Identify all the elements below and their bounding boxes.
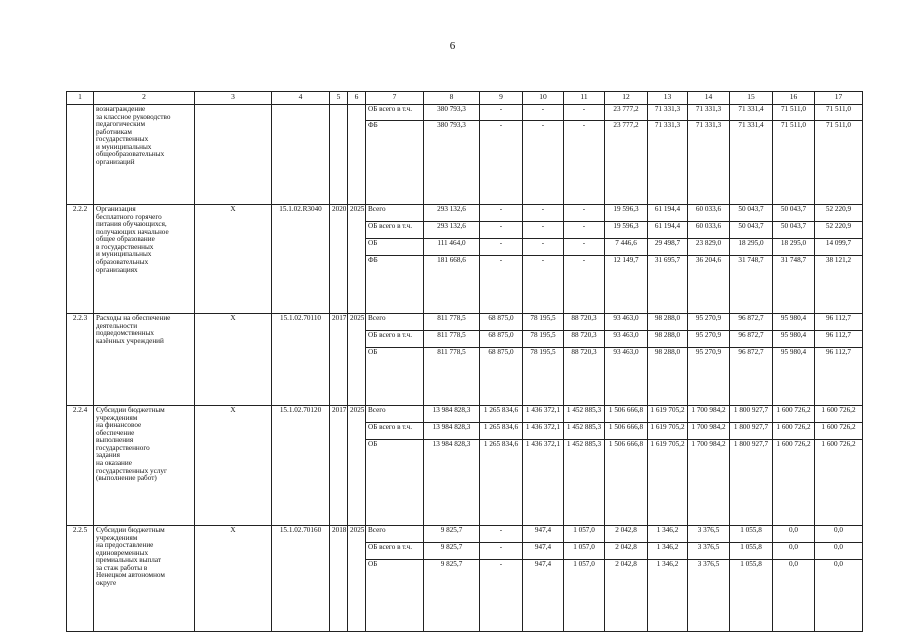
amount-cell: 31 695,7 [648,256,688,314]
amount-cell: 3 376,5 [688,543,730,560]
amount-cell: 13 984 828,3 [424,406,480,423]
funding-source: Всего [366,406,424,423]
funding-source: Всего [366,205,424,222]
amount-cell: 9 825,7 [424,543,480,560]
amount-cell: 293 132,6 [424,205,480,222]
amount-cell: 947,4 [523,526,564,543]
amount-cell: - [480,205,523,222]
amount-cell: - [480,543,523,560]
amount-cell: 31 748,7 [730,256,773,314]
amount-cell: 50 043,7 [730,222,773,239]
amount-cell: 93 463,0 [605,331,648,348]
start-year: 2017 [330,314,348,406]
amount-cell: - [564,256,605,314]
start-year: 2017 [330,406,348,526]
amount-cell: 1 600 726,2 [815,423,863,440]
amount-cell: 0,0 [815,543,863,560]
amount-cell: 380 793,3 [424,105,480,121]
amount-cell: 0,0 [773,560,815,632]
amount-cell: 71 331,4 [730,105,773,121]
amount-cell: 52 220,9 [815,222,863,239]
column-3-mark: Х [195,526,272,632]
amount-cell: 78 195,5 [523,314,564,331]
amount-cell: 18 295,0 [773,239,815,256]
end-year [348,105,366,205]
funding-source: ФБ [366,256,424,314]
amount-cell: 1 600 726,2 [773,440,815,526]
amount-cell: 71 331,3 [688,105,730,121]
column-header: 11 [564,92,605,105]
budget-table [66,91,863,632]
amount-cell: 18 295,0 [730,239,773,256]
table-row [67,526,863,543]
column-header: 7 [366,92,424,105]
funding-source: ОБ всего в т.ч. [366,423,424,440]
table-body [67,92,863,632]
row-description: Субсидии бюджетным учреждениям на предоставление единовременных премиальных выплат за стаж работы в Ненецком автономном округе [94,526,195,632]
budget-code [272,105,330,205]
column-header: 16 [773,92,815,105]
amount-cell: 95 270,9 [688,348,730,406]
amount-cell: 811 778,5 [424,314,480,331]
amount-cell: 93 463,0 [605,314,648,331]
amount-cell: 111 464,0 [424,239,480,256]
funding-source: ФБ [366,121,424,205]
amount-cell: 36 204,6 [688,256,730,314]
amount-cell: - [480,239,523,256]
amount-cell: 95 980,4 [773,331,815,348]
column-header: 14 [688,92,730,105]
amount-cell: 14 099,7 [815,239,863,256]
amount-cell: 88 720,3 [564,331,605,348]
column-header: 9 [480,92,523,105]
amount-cell: 38 121,2 [815,256,863,314]
row-number: 2.2.2 [67,205,94,314]
amount-cell: 61 194,4 [648,205,688,222]
amount-cell: 78 195,5 [523,331,564,348]
header-row [67,92,863,105]
amount-cell: 71 331,3 [688,121,730,205]
amount-cell: 811 778,5 [424,348,480,406]
amount-cell: 95 270,9 [688,314,730,331]
amount-cell: - [523,239,564,256]
column-header: 15 [730,92,773,105]
amount-cell: 9 825,7 [424,560,480,632]
amount-cell: 7 446,6 [605,239,648,256]
amount-cell: 1 265 834,6 [480,423,523,440]
amount-cell: 947,4 [523,560,564,632]
amount-cell: - [480,560,523,632]
amount-cell: - [564,105,605,121]
amount-cell: - [523,222,564,239]
table-row [67,406,863,423]
amount-cell: 19 596,3 [605,205,648,222]
amount-cell: 1 265 834,6 [480,406,523,423]
amount-cell: 1 619 705,2 [648,440,688,526]
amount-cell: 1 506 666,8 [605,406,648,423]
row-number [67,105,94,205]
column-header: 3 [195,92,272,105]
amount-cell: 68 875,0 [480,314,523,331]
amount-cell: 68 875,0 [480,331,523,348]
amount-cell: 1 600 726,2 [773,406,815,423]
funding-source: Всего [366,526,424,543]
amount-cell: 96 872,7 [730,331,773,348]
amount-cell: 1 436 372,1 [523,406,564,423]
amount-cell: 12 149,7 [605,256,648,314]
amount-cell: 1 055,8 [730,526,773,543]
amount-cell: 1 600 726,2 [815,406,863,423]
amount-cell: 1 619 705,2 [648,423,688,440]
start-year: 2018 [330,526,348,632]
row-number: 2.2.5 [67,526,94,632]
amount-cell: 1 800 927,7 [730,440,773,526]
column-header: 2 [94,92,195,105]
column-header: 5 [330,92,348,105]
column-header: 6 [348,92,366,105]
amount-cell: 1 506 666,8 [605,440,648,526]
amount-cell: 1 800 927,7 [730,406,773,423]
funding-source: ОБ [366,440,424,526]
amount-cell: 1 055,8 [730,543,773,560]
amount-cell: 98 288,0 [648,348,688,406]
end-year: 2025 [348,526,366,632]
amount-cell: 23 829,0 [688,239,730,256]
amount-cell: - [523,256,564,314]
funding-source: ОБ всего в т.ч. [366,331,424,348]
amount-cell: 93 463,0 [605,348,648,406]
amount-cell: 71 511,0 [815,105,863,121]
amount-cell: - [523,121,564,205]
amount-cell: 13 984 828,3 [424,423,480,440]
amount-cell: 1 346,2 [648,560,688,632]
amount-cell: 78 195,5 [523,348,564,406]
funding-source: ОБ всего в т.ч. [366,543,424,560]
amount-cell: 1 055,8 [730,560,773,632]
amount-cell: 1 700 984,2 [688,423,730,440]
amount-cell: - [564,205,605,222]
amount-cell: - [564,121,605,205]
row-description: Организация бесплатного горячего питания обучающихся, получающих начальное общее образование в государственных и муниципальных образовательных организациях [94,205,195,314]
amount-cell: 60 033,6 [688,205,730,222]
amount-cell: 947,4 [523,543,564,560]
amount-cell: 1 346,2 [648,543,688,560]
amount-cell: 1 452 885,3 [564,406,605,423]
amount-cell: 96 112,7 [815,331,863,348]
funding-source: ОБ всего в т.ч. [366,105,424,121]
amount-cell: 0,0 [815,560,863,632]
amount-cell: 68 875,0 [480,348,523,406]
amount-cell: 1 452 885,3 [564,423,605,440]
column-3-mark [195,105,272,205]
amount-cell: 293 132,6 [424,222,480,239]
amount-cell: 1 452 885,3 [564,440,605,526]
amount-cell: 1 506 666,8 [605,423,648,440]
amount-cell: - [523,205,564,222]
amount-cell: 2 042,8 [605,543,648,560]
column-header: 13 [648,92,688,105]
amount-cell: 1 057,0 [564,543,605,560]
column-header: 1 [67,92,94,105]
column-header: 10 [523,92,564,105]
column-header: 4 [272,92,330,105]
amount-cell: - [480,526,523,543]
amount-cell: 60 033,6 [688,222,730,239]
row-number: 2.2.4 [67,406,94,526]
amount-cell: 96 112,7 [815,348,863,406]
amount-cell: 19 596,3 [605,222,648,239]
amount-cell: - [564,222,605,239]
amount-cell: 96 872,7 [730,314,773,331]
budget-code: 15.1.02.70160 [272,526,330,632]
amount-cell: 31 748,7 [773,256,815,314]
amount-cell: 23 777,2 [605,121,648,205]
amount-cell: 0,0 [815,526,863,543]
amount-cell: 2 042,8 [605,526,648,543]
amount-cell: 61 194,4 [648,222,688,239]
column-header: 8 [424,92,480,105]
column-header: 17 [815,92,863,105]
amount-cell: 3 376,5 [688,560,730,632]
amount-cell: 71 511,0 [773,121,815,205]
row-description: Субсидии бюджетным учреждениям на финансовое обеспечение выполнения государственного задания на оказание государственных услуг (выполнение работ) [94,406,195,526]
amount-cell: 0,0 [773,543,815,560]
funding-source: ОБ всего в т.ч. [366,222,424,239]
amount-cell: 9 825,7 [424,526,480,543]
amount-cell: 1 057,0 [564,560,605,632]
amount-cell: 23 777,2 [605,105,648,121]
amount-cell: 71 511,0 [773,105,815,121]
row-number: 2.2.3 [67,314,94,406]
amount-cell: 380 793,3 [424,121,480,205]
amount-cell: 98 288,0 [648,331,688,348]
amount-cell: - [564,239,605,256]
amount-cell: - [480,105,523,121]
amount-cell: 50 043,7 [730,205,773,222]
amount-cell: 29 498,7 [648,239,688,256]
amount-cell: 95 980,4 [773,314,815,331]
amount-cell: 1 700 984,2 [688,440,730,526]
amount-cell: 98 288,0 [648,314,688,331]
amount-cell: 0,0 [773,526,815,543]
end-year: 2025 [348,314,366,406]
funding-source: Всего [366,314,424,331]
column-header: 12 [605,92,648,105]
table-row [67,205,863,222]
amount-cell: 50 043,7 [773,222,815,239]
amount-cell: 13 984 828,3 [424,440,480,526]
amount-cell: 1 436 372,1 [523,423,564,440]
amount-cell: - [523,105,564,121]
amount-cell: 1 600 726,2 [815,440,863,526]
end-year: 2025 [348,205,366,314]
amount-cell: 71 331,3 [648,105,688,121]
amount-cell: 2 042,8 [605,560,648,632]
start-year [330,105,348,205]
amount-cell: 1 057,0 [564,526,605,543]
row-description: вознаграждение за классное руководство педагогическим работникам государственных и муниципальных общеобразовательных организаций [94,105,195,205]
amount-cell: 1 800 927,7 [730,423,773,440]
table-row [67,314,863,331]
funding-source: ОБ [366,560,424,632]
amount-cell: 1 436 372,1 [523,440,564,526]
amount-cell: 71 331,3 [648,121,688,205]
column-3-mark: Х [195,314,272,406]
budget-code: 15.1.02.R3040 [272,205,330,314]
amount-cell: 96 872,7 [730,348,773,406]
amount-cell: - [480,121,523,205]
amount-cell: 3 376,5 [688,526,730,543]
column-3-mark: Х [195,205,272,314]
start-year: 2020 [330,205,348,314]
amount-cell: 95 270,9 [688,331,730,348]
budget-code: 15.1.02.70120 [272,406,330,526]
amount-cell: 71 331,4 [730,121,773,205]
amount-cell: 88 720,3 [564,348,605,406]
page-number: 6 [449,40,456,52]
amount-cell: 811 778,5 [424,331,480,348]
amount-cell: 1 600 726,2 [773,423,815,440]
table-row [67,105,863,121]
amount-cell: 52 220,9 [815,205,863,222]
amount-cell: 96 112,7 [815,314,863,331]
budget-code: 15.1.02.70110 [272,314,330,406]
amount-cell: - [480,256,523,314]
amount-cell: 181 668,6 [424,256,480,314]
end-year: 2025 [348,406,366,526]
amount-cell: 1 346,2 [648,526,688,543]
funding-source: ОБ [366,239,424,256]
row-description: Расходы на обеспечение деятельности подведомственных казённых учреждений [94,314,195,406]
amount-cell: 95 980,4 [773,348,815,406]
amount-cell: 50 043,7 [773,205,815,222]
funding-source: ОБ [366,348,424,406]
amount-cell: 71 511,0 [815,121,863,205]
amount-cell: - [480,222,523,239]
amount-cell: 88 720,3 [564,314,605,331]
column-3-mark: Х [195,406,272,526]
amount-cell: 1 265 834,6 [480,440,523,526]
amount-cell: 1 700 984,2 [688,406,730,423]
amount-cell: 1 619 705,2 [648,406,688,423]
